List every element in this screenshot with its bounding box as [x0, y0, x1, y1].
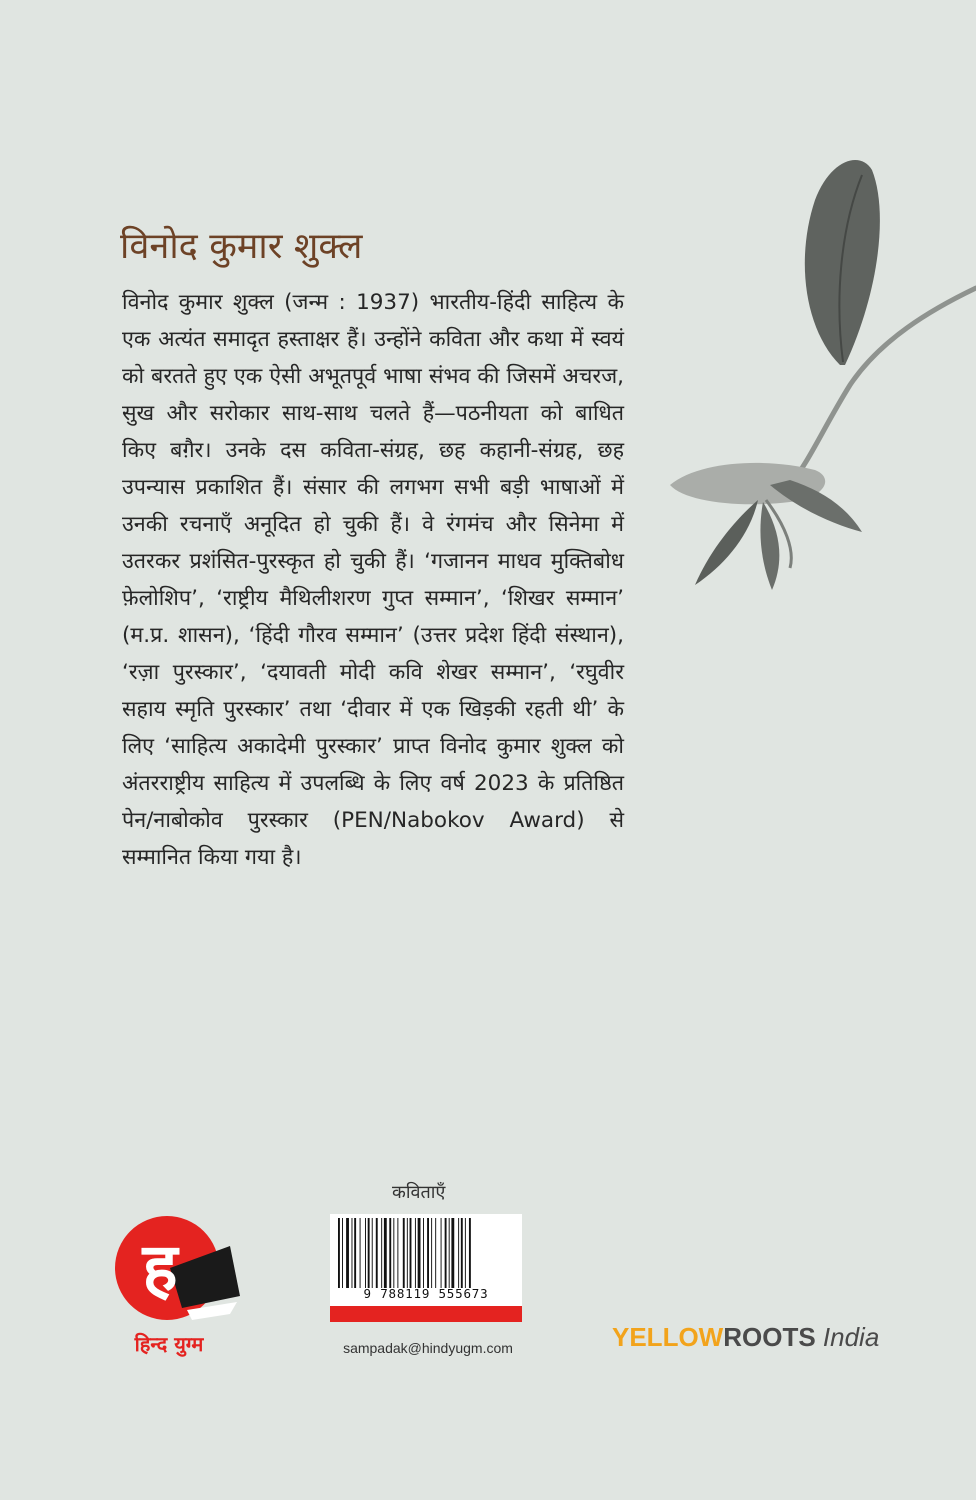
barcode-bar: [465, 1218, 466, 1288]
barcode-bar: [384, 1218, 387, 1288]
barcode-bar: [403, 1218, 405, 1288]
leaf-branch-illustration: [640, 140, 976, 600]
hind-yugm-logo-icon: [112, 1210, 240, 1328]
barcode-bar: [389, 1218, 391, 1288]
barcode-bar: [445, 1218, 447, 1288]
barcode-bar: [427, 1218, 429, 1288]
barcode-bar: [441, 1218, 442, 1288]
barcode-bar: [458, 1218, 459, 1288]
publisher-name: हिन्द युग्म: [134, 1332, 204, 1356]
publisher-logo: [112, 1210, 240, 1360]
barcode-bar: [376, 1218, 378, 1288]
barcode-bar: [449, 1218, 450, 1288]
logo-glyph: ह: [142, 1229, 178, 1306]
barcode-bar: [354, 1218, 356, 1288]
barcode-bar: [338, 1218, 340, 1288]
barcode-bar: [372, 1218, 373, 1288]
bio-paragraph: विनोद कुमार शुक्ल (जन्म : 1937) भारतीय-हिंदी साहित्य के एक अत्यंत समादृत हस्ताक्षर हैं। उन्होंने कविता और कथा में स्वयं को बरतते हुए एक ऐसी अभूतपूर्व भाषा संभव की जिसमें अचरज, सुख और सरोकार साथ-साथ चलते हैं—पठनीयता को बाधित किए बग़ैर। उनके दस कविता-संग्रह, छह कहानी-संग्रह, छह उपन्यास प्रकाशित हैं। संसार की लगभग सभी बड़ी भाषाओं में उनकी रचनाएँ अनूदित हो चुकी हैं। वे रंगमंच और सिनेमा में उतरकर प्रशंसित-पुरस्कृत हो चुकी हैं। ‘गजानन माधव मुक्तिबोध फ़ेलोशिप’, ‘राष्ट्रीय मैथिलीशरण गुप्त सम्मान’, ‘शिखर सम्मान’ (म.प्र. शासन), ‘हिंदी गौरव सम्मान’ (उत्तर प्रदेश हिंदी संस्थान), ‘रज़ा पुरस्कार’, ‘दयावती मोदी कवि शेखर सम्मान’, ‘रघुवीर सहाय स्मृति पुरस्कार’ तथा ‘दीवार में एक खिड़की रहती थी’ के लिए ‘साहित्य अकादेमी पुरस्कार’ प्राप्त विनोद कुमार शुक्ल को अंतरराष्ट्रीय साहित्य में उपलब्धि के लिए वर्ष 2023 के प्रतिष्ठित पेन/नाबोकोव पुरस्कार (PEN/Nabokov Award) से सम्मानित किया गया है।: [122, 290, 624, 870]
imprint-roots: ROOTS: [723, 1322, 816, 1352]
author-bio: [122, 284, 624, 876]
barcode-bar: [418, 1218, 421, 1288]
imprint-logo: [612, 1322, 879, 1353]
barcode-bar: [397, 1218, 398, 1288]
contact-email: sampadak@hindyugm.com: [343, 1340, 513, 1356]
imprint-yellow: YELLOW: [612, 1322, 724, 1352]
barcode-bar: [435, 1218, 436, 1288]
author-name-heading: विनोद कुमार शुक्ल: [120, 226, 363, 268]
barcode-bar: [469, 1218, 471, 1288]
barcode-bar: [352, 1218, 353, 1288]
isbn-barcode: [330, 1214, 522, 1322]
barcode-bar: [431, 1218, 432, 1288]
isbn-number: 9 788119 555673: [363, 1286, 489, 1301]
imprint-india: India: [815, 1322, 880, 1352]
barcode-bar: [381, 1218, 382, 1288]
barcode-bar: [365, 1218, 366, 1288]
barcode-bar: [410, 1218, 412, 1288]
barcode-bar: [360, 1218, 361, 1288]
barcode-bars: [336, 1218, 516, 1288]
barcode-bar: [415, 1218, 416, 1288]
barcode-bar: [368, 1218, 370, 1288]
barcode-bar: [342, 1218, 343, 1288]
barcode-bar: [346, 1218, 349, 1288]
barcode-bar: [393, 1218, 394, 1288]
barcode-bar: [461, 1218, 463, 1288]
genre-label: कविताएँ: [392, 1182, 446, 1203]
barcode-bar: [423, 1218, 424, 1288]
barcode-bar: [451, 1218, 454, 1288]
barcode-red-strip: [330, 1306, 522, 1322]
barcode-bar: [407, 1218, 408, 1288]
